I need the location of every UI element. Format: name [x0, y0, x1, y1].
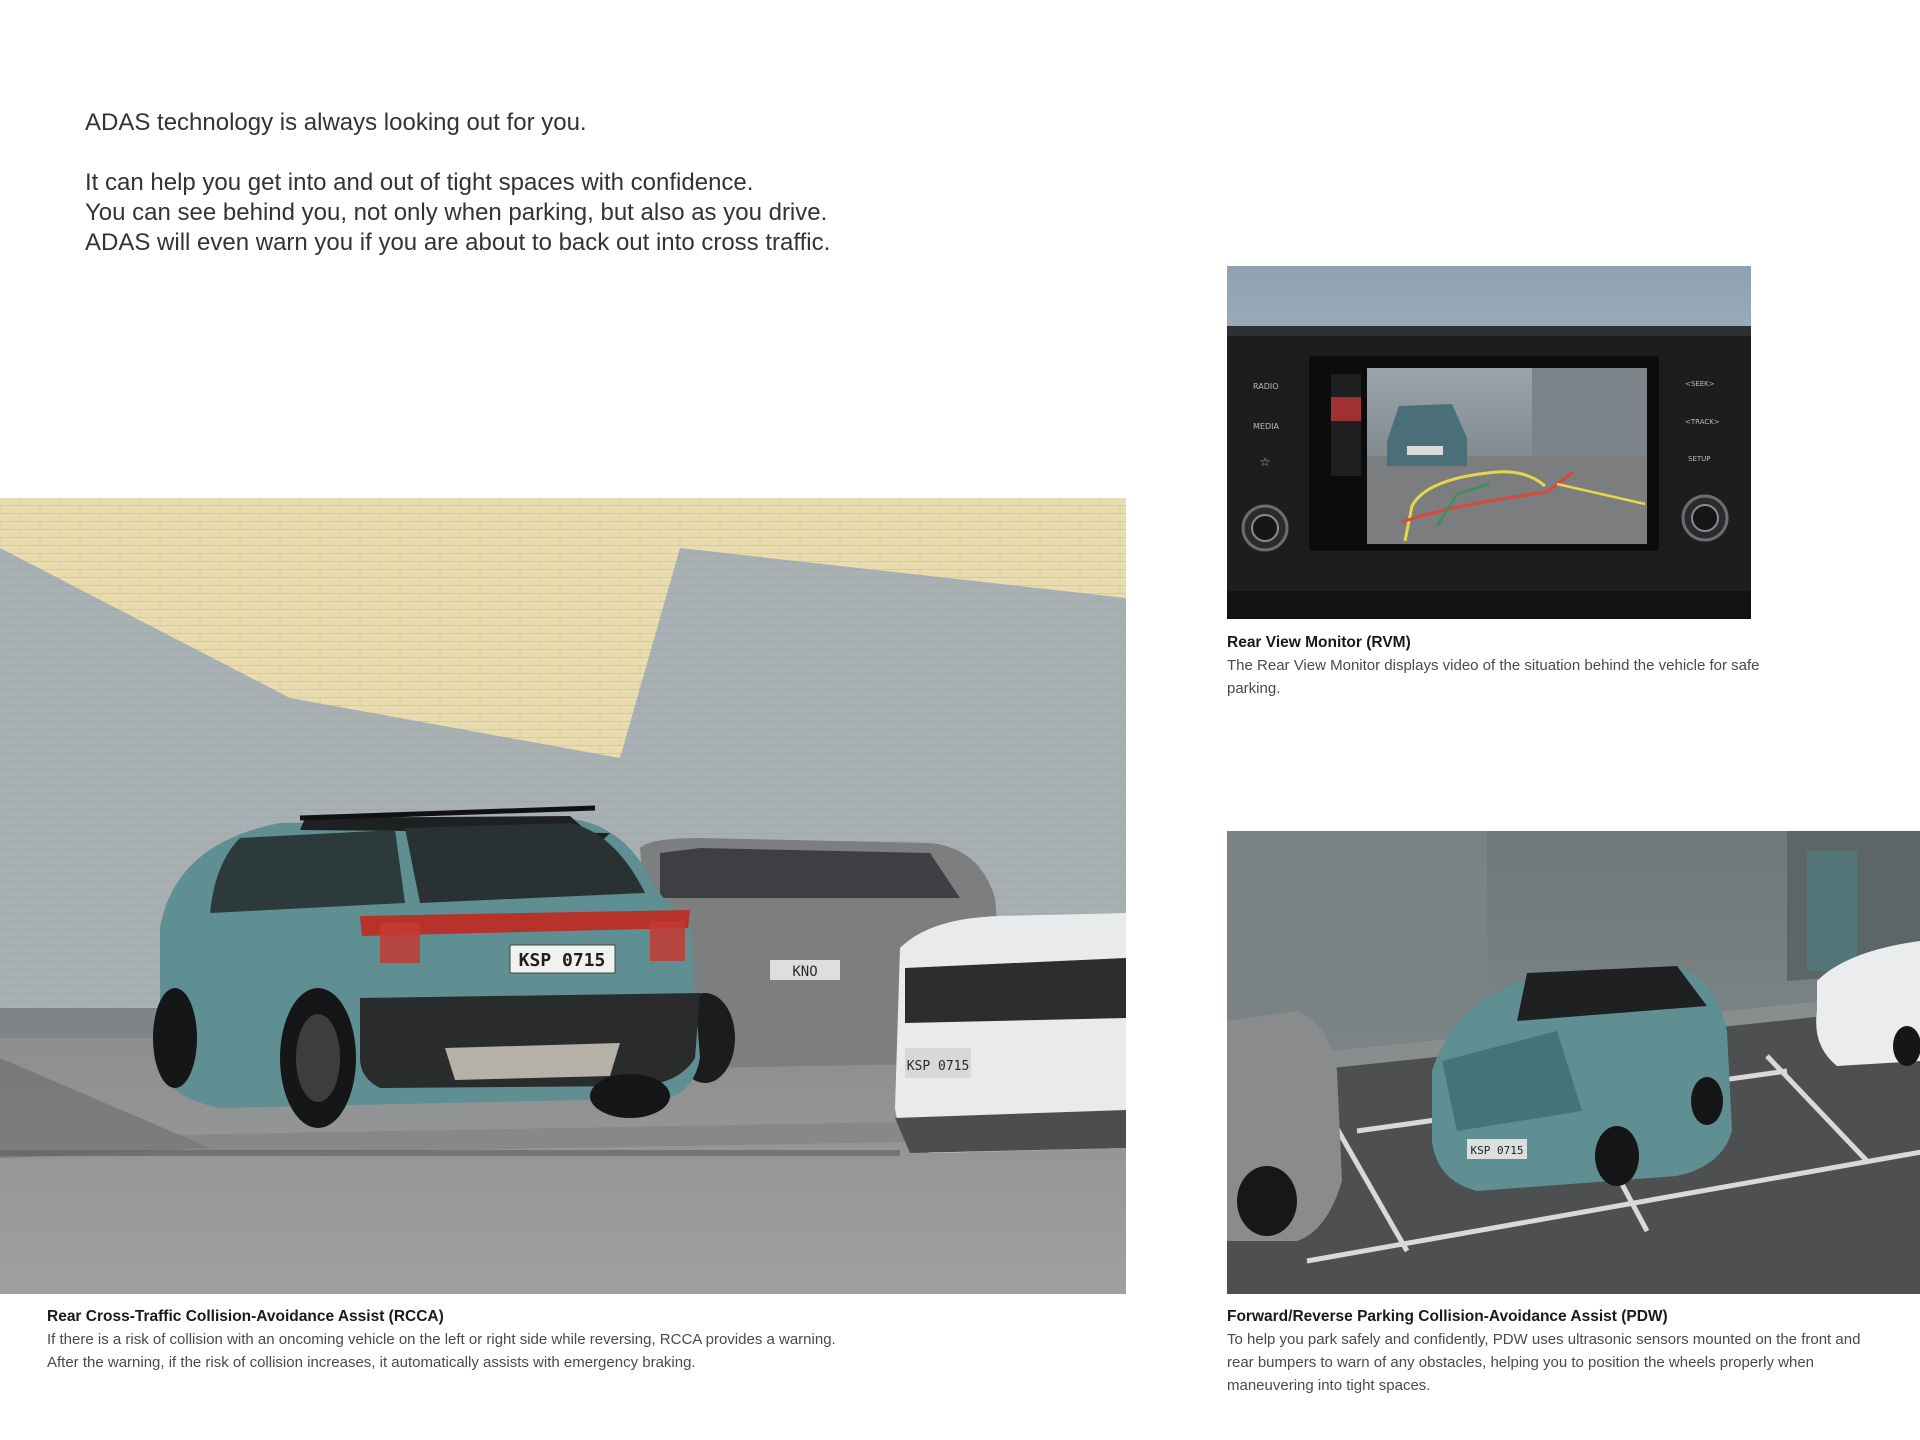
- plate-main: KSP 0715: [518, 950, 606, 971]
- rvm-media-button-label: MEDIA: [1253, 422, 1279, 431]
- rcca-body-line-1: If there is a risk of collision with an oncoming vehicle on the left or right side while reversing, RCCA provides a warning.: [47, 1331, 836, 1348]
- rcca-parking-photo: [0, 498, 1126, 1294]
- rvm-screen-photo: [1227, 266, 1751, 619]
- plate-middle: KNO: [792, 964, 818, 980]
- rvm-setup-button-label: SETUP: [1688, 455, 1711, 463]
- intro-text-block: [85, 108, 985, 258]
- rvm-radio-button-label: RADIO: [1253, 382, 1279, 391]
- rvm-track-button-label: <TRACK>: [1685, 418, 1720, 426]
- pdw-caption: [1227, 1305, 1887, 1397]
- rcca-body-line-2: After the warning, if the risk of collision increases, it automatically assists with emergency braking.: [47, 1354, 696, 1371]
- intro-line-1: It can help you get into and out of tight spaces with confidence.: [85, 169, 754, 196]
- intro-line-2: You can see behind you, not only when parking, but also as you drive.: [85, 199, 828, 226]
- star-icon: ☆: [1259, 455, 1271, 469]
- rcca-title: Rear Cross-Traffic Collision-Avoidance Assist (RCCA): [47, 1308, 444, 1325]
- pdw-parking-photo: [1227, 831, 1920, 1294]
- rvm-title: Rear View Monitor (RVM): [1227, 634, 1411, 651]
- pdw-title: Forward/Reverse Parking Collision-Avoidance Assist (PDW): [1227, 1308, 1668, 1325]
- plate-right: KSP 0715: [906, 1059, 970, 1074]
- intro-line-3: ADAS will even warn you if you are about to back out into cross traffic.: [85, 229, 831, 256]
- rvm-body: The Rear View Monitor displays video of the situation behind the vehicle for safe parking.: [1227, 657, 1760, 697]
- pdw-body: To help you park safely and confidently, PDW uses ultrasonic sensors mounted on the front and rear bumpers to warn of any obstacles, helping you to position the wheels properly when maneuvering into tight spaces.: [1227, 1331, 1861, 1394]
- rvm-seek-button-label: <SEEK>: [1685, 380, 1715, 388]
- pdw-plate: KSP 0715: [1470, 1144, 1524, 1157]
- rvm-caption: [1227, 631, 1767, 700]
- intro-headline: ADAS technology is always looking out for you.: [85, 109, 587, 136]
- rcca-caption: [47, 1305, 1047, 1374]
